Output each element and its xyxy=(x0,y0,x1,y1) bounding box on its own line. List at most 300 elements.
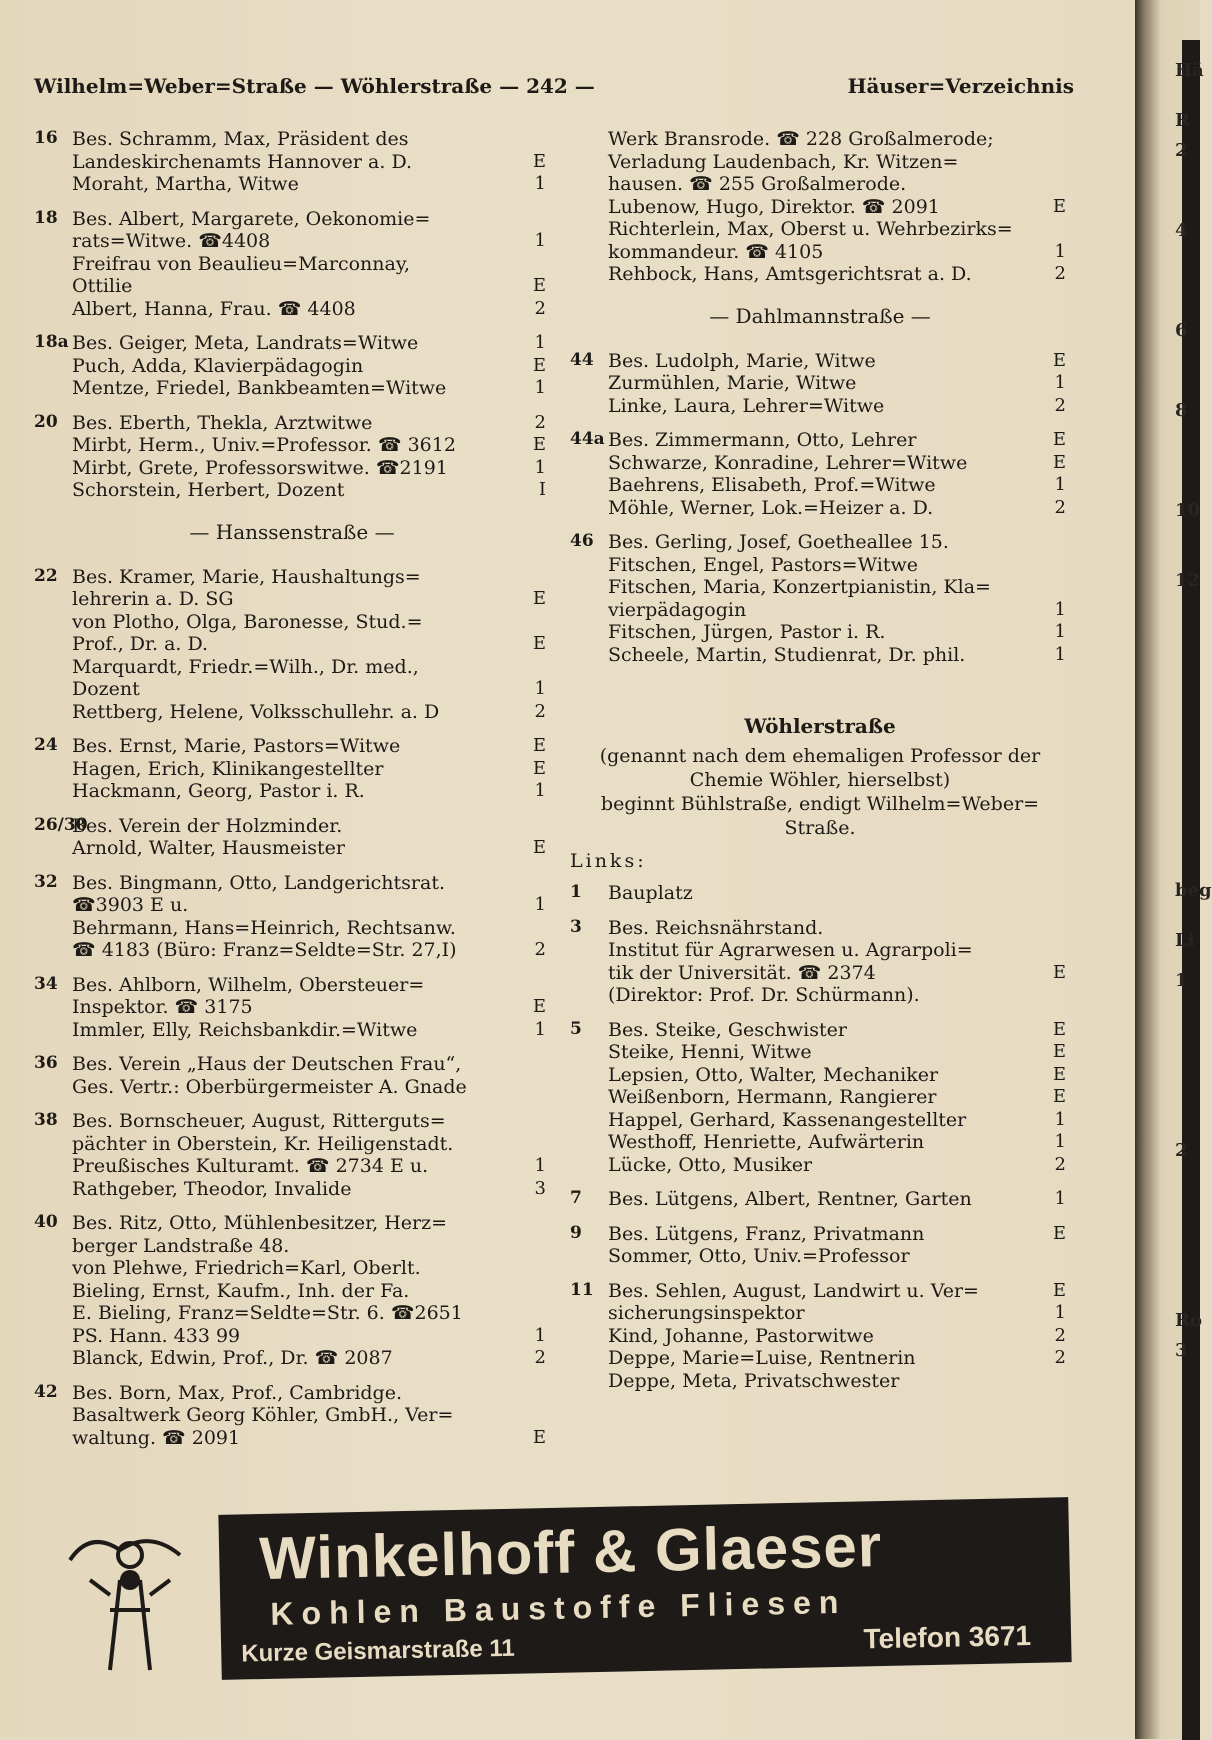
resident-text: Immler, Elly, Reichsbankdir.=Witwe xyxy=(72,1018,418,1041)
resident-text: Bes. Lütgens, Franz, Privatmann xyxy=(608,1222,925,1245)
floor-mark: 2 xyxy=(1054,394,1066,416)
floor-mark: E xyxy=(532,354,546,376)
resident-line xyxy=(34,151,550,174)
resident-text: lehrerin a. D. SG xyxy=(72,588,234,610)
floor-mark: 1 xyxy=(1054,474,1066,495)
house-entry xyxy=(570,350,1070,418)
floor-mark: E xyxy=(1052,961,1066,983)
floor-mark: E xyxy=(532,837,546,858)
resident-text: Bes. Gerling, Josef, Goetheallee 15. xyxy=(608,531,949,553)
floor-mark: 2 xyxy=(534,939,546,960)
house-number: 3 xyxy=(570,916,582,937)
ad-address: Kurze Geismarstraße 11 xyxy=(240,1634,515,1668)
resident-line xyxy=(570,1325,1070,1348)
resident-text: Puch, Adda, Klavierpädagogin xyxy=(72,354,364,377)
header-left: Wilhelm=Weber=Straße — Wöhlerstraße — 242 — xyxy=(34,74,595,98)
house-entry xyxy=(34,815,550,860)
floor-mark: E xyxy=(1052,349,1066,371)
resident-line xyxy=(34,656,550,679)
resident-line xyxy=(34,173,550,196)
floor-mark: 1 xyxy=(1054,240,1066,262)
street-title-woehlerstrasse: Wöhlerstraße xyxy=(744,714,896,738)
resident-line xyxy=(570,939,1070,962)
resident-line xyxy=(34,1212,550,1235)
floor-mark: E xyxy=(1052,1041,1066,1062)
resident-text: Fitschen, Jürgen, Pastor i. R. xyxy=(608,621,886,643)
resident-line xyxy=(34,1235,550,1258)
house-entry xyxy=(570,1188,1070,1211)
advertisement-banner xyxy=(218,1497,1071,1680)
resident-text: Linke, Laura, Lehrer=Witwe xyxy=(608,394,885,417)
intro-line: Straße. xyxy=(784,817,856,839)
resident-text: Bes. Ahlborn, Wilhelm, Obersteuer= xyxy=(72,973,425,996)
intro-line: beginnt Bühlstraße, endigt Wilhelm=Weber= xyxy=(600,793,1040,815)
house-entry xyxy=(34,872,550,962)
house-entry xyxy=(34,208,550,321)
ad-company-name: Winkelhoff & Glaeser xyxy=(258,1512,883,1593)
resident-text: Lücke, Otto, Musiker xyxy=(608,1153,813,1176)
resident-text: Werk Bransrode. ☎ 228 Großalmerode; xyxy=(608,128,994,150)
resident-line xyxy=(34,412,550,435)
resident-line xyxy=(570,241,1070,264)
resident-line xyxy=(34,1257,550,1280)
resident-text: Bes. Verein der Holzminder. xyxy=(72,814,343,837)
house-number: 44a xyxy=(570,429,605,449)
house-number: 1 xyxy=(570,882,582,902)
floor-mark: 2 xyxy=(534,700,546,722)
house-entry xyxy=(570,531,1070,666)
resident-text: Prof., Dr. a. D. xyxy=(72,633,209,655)
floor-mark: 1 xyxy=(534,456,546,478)
house-entry xyxy=(570,1223,1070,1268)
house-number: 24 xyxy=(34,735,58,755)
street-intro xyxy=(570,744,1070,840)
floor-mark: E xyxy=(532,1426,546,1448)
house-number: 20 xyxy=(34,411,58,432)
resident-line xyxy=(570,263,1070,286)
resident-line xyxy=(570,196,1070,219)
resident-text: Blanck, Edwin, Prof., Dr. ☎ 2087 xyxy=(72,1347,393,1369)
floor-mark: E xyxy=(1052,451,1066,473)
resident-text: Arnold, Walter, Hausmeister xyxy=(72,837,345,859)
resident-line xyxy=(570,882,1070,905)
resident-line xyxy=(34,377,550,400)
page-header xyxy=(34,74,1074,104)
resident-line xyxy=(34,894,550,917)
resident-text: Basaltwerk Georg Köhler, GmbH., Ver= xyxy=(72,1404,454,1426)
house-number: 9 xyxy=(570,1222,582,1243)
resident-line xyxy=(570,429,1070,452)
resident-line xyxy=(570,962,1070,985)
floor-mark: 1 xyxy=(534,230,546,251)
intro-line: Chemie Wöhler, hierselbst) xyxy=(689,769,951,791)
resident-line xyxy=(34,1110,550,1133)
adjacent-page-fragment: 3 xyxy=(1175,1340,1188,1361)
floor-mark: E xyxy=(1052,1222,1066,1244)
adjacent-page-fragment: Hä xyxy=(1175,60,1204,81)
floor-mark: 1 xyxy=(534,678,546,699)
resident-text: Fitschen, Maria, Konzertpianistin, Kla= xyxy=(608,576,991,598)
resident-line xyxy=(570,1223,1070,1246)
resident-line xyxy=(34,678,550,701)
resident-text: Bes. Ludolph, Marie, Witwe xyxy=(608,349,876,372)
resident-line xyxy=(570,554,1070,577)
resident-line xyxy=(34,939,550,962)
resident-line xyxy=(570,218,1070,241)
resident-line xyxy=(570,1064,1070,1087)
resident-line xyxy=(570,395,1070,418)
house-entry xyxy=(34,566,550,724)
house-number: 36 xyxy=(34,1053,58,1073)
house-number: 40 xyxy=(34,1212,58,1232)
resident-line xyxy=(34,996,550,1019)
resident-line xyxy=(34,1053,550,1076)
resident-line xyxy=(570,1109,1070,1132)
floor-mark: 1 xyxy=(534,1155,546,1176)
house-entry xyxy=(34,412,550,502)
left-column xyxy=(34,128,550,1461)
floor-mark: E xyxy=(532,434,546,455)
adjacent-page-fragment: 6 xyxy=(1175,320,1188,341)
house-entry xyxy=(34,1053,550,1098)
resident-line xyxy=(34,701,550,724)
floor-mark: 2 xyxy=(1054,1347,1066,1368)
resident-text: Happel, Gerhard, Kassenangestellter xyxy=(608,1108,967,1131)
floor-mark: 2 xyxy=(534,411,546,433)
resident-text: Schorstein, Herbert, Dozent xyxy=(72,479,345,501)
resident-text: Deppe, Marie=Luise, Rentnerin xyxy=(608,1347,916,1369)
resident-text: Deppe, Meta, Privatschwester xyxy=(608,1369,900,1392)
resident-text: sicherungsinspektor xyxy=(608,1302,805,1324)
resident-text: Fitschen, Engel, Pastors=Witwe xyxy=(608,553,919,576)
resident-text: kommandeur. ☎ 4105 xyxy=(608,240,824,263)
resident-line xyxy=(570,128,1070,151)
resident-line xyxy=(34,1019,550,1042)
chimney-sweep-logo xyxy=(50,1520,210,1680)
floor-mark: 2 xyxy=(534,297,546,319)
resident-text: Hagen, Erich, Klinikangestellter xyxy=(72,757,384,780)
resident-line xyxy=(570,151,1070,174)
resident-line xyxy=(34,128,550,151)
house-number: 18 xyxy=(34,207,58,228)
resident-line xyxy=(570,497,1070,520)
resident-text: von Plotho, Olga, Baronesse, Stud.= xyxy=(72,610,423,633)
resident-line xyxy=(34,434,550,457)
resident-line xyxy=(34,588,550,611)
resident-text: Lepsien, Otto, Walter, Mechaniker xyxy=(608,1063,939,1086)
resident-line xyxy=(34,611,550,634)
resident-line xyxy=(570,644,1070,667)
house-entry xyxy=(34,974,550,1042)
resident-text: (Direktor: Prof. Dr. Schürmann). xyxy=(608,984,920,1006)
resident-line xyxy=(34,208,550,231)
resident-line xyxy=(34,230,550,253)
resident-line xyxy=(34,479,550,502)
resident-text: Landeskirchenamts Hannover a. D. xyxy=(72,150,413,173)
floor-mark: E xyxy=(532,996,546,1017)
house-number: 34 xyxy=(34,973,58,994)
adjacent-page-fragment: 1 xyxy=(1175,970,1188,991)
house-number: 16 xyxy=(34,128,58,148)
header-right: Häuser=Verzeichnis xyxy=(847,74,1074,98)
house-entry xyxy=(570,882,1070,905)
house-entry xyxy=(570,1019,1070,1177)
resident-line xyxy=(34,1178,550,1201)
resident-line xyxy=(34,1404,550,1427)
resident-text: Ottilie xyxy=(72,275,133,297)
resident-line xyxy=(570,1245,1070,1268)
resident-text: Mirbt, Herm., Univ.=Professor. ☎ 3612 xyxy=(72,434,456,456)
resident-text: vierpädagogin xyxy=(608,598,747,621)
house-entry xyxy=(570,917,1070,1007)
resident-text: Hackmann, Georg, Pastor i. R. xyxy=(72,780,365,802)
house-number: 46 xyxy=(570,531,594,551)
adjacent-page-fragment: 2 xyxy=(1175,140,1188,161)
resident-line xyxy=(570,173,1070,196)
resident-text: Bauplatz xyxy=(608,882,693,904)
house-number: 11 xyxy=(570,1279,594,1300)
floor-mark: 1 xyxy=(1054,1188,1066,1209)
adjacent-page-fragment: R xyxy=(1175,110,1190,131)
resident-line xyxy=(34,1347,550,1370)
resident-line xyxy=(570,621,1070,644)
resident-text: Mirbt, Grete, Professorswitwe. ☎2191 xyxy=(72,456,448,479)
floor-mark: 1 xyxy=(1054,643,1066,665)
resident-text: Moraht, Martha, Witwe xyxy=(72,173,299,195)
resident-line xyxy=(570,1019,1070,1042)
resident-text: pächter in Oberstein, Kr. Heiligenstadt. xyxy=(72,1132,454,1155)
house-number: 44 xyxy=(570,349,594,370)
resident-text: Scheele, Martin, Studienrat, Dr. phil. xyxy=(608,643,966,666)
resident-text: hausen. ☎ 255 Großalmerode. xyxy=(608,173,907,195)
floor-mark: 2 xyxy=(534,1347,546,1368)
resident-line xyxy=(34,837,550,860)
resident-line xyxy=(34,298,550,321)
resident-text: Bes. Steike, Geschwister xyxy=(608,1018,847,1041)
house-number: 38 xyxy=(34,1110,58,1130)
resident-line xyxy=(34,1302,550,1325)
floor-mark: 1 xyxy=(1054,372,1066,393)
resident-line xyxy=(34,1325,550,1348)
resident-text: Zurmühlen, Marie, Witwe xyxy=(608,372,857,394)
resident-line xyxy=(570,372,1070,395)
floor-mark: E xyxy=(1052,195,1066,217)
house-entry xyxy=(34,128,550,196)
floor-mark: 1 xyxy=(1054,621,1066,642)
resident-text: Bes. Geiger, Meta, Landrats=Witwe xyxy=(72,332,419,354)
resident-text: Freifrau von Beaulieu=Marconnay, xyxy=(72,252,411,275)
floor-mark: 2 xyxy=(1054,263,1066,284)
resident-text: Bieling, Ernst, Kaufm., Inh. der Fa. xyxy=(72,1279,410,1302)
house-number: 42 xyxy=(34,1381,58,1402)
resident-line xyxy=(34,1133,550,1156)
floor-mark: 1 xyxy=(1054,1131,1066,1152)
house-entry xyxy=(34,1382,550,1450)
resident-line xyxy=(570,1280,1070,1303)
resident-line xyxy=(34,457,550,480)
resident-line xyxy=(570,576,1070,599)
resident-text: Rettberg, Helene, Volksschullehr. a. D xyxy=(72,700,440,723)
cross-street-heading: — Dahlmannstraße — xyxy=(709,303,931,328)
resident-text: Bes. Sehlen, August, Landwirt u. Ver= xyxy=(608,1279,979,1302)
resident-line xyxy=(34,780,550,803)
resident-text: Ges. Vertr.: Oberbürgermeister A. Gnade xyxy=(72,1075,467,1098)
resident-line xyxy=(34,917,550,940)
adjacent-page-fragment: 12 xyxy=(1175,570,1201,591)
resident-line xyxy=(34,1155,550,1178)
floor-mark: 1 xyxy=(534,1324,546,1346)
resident-text: Mentze, Friedel, Bankbeamten=Witwe xyxy=(72,377,447,399)
resident-text: rats=Witwe. ☎4408 xyxy=(72,230,271,252)
resident-text: Albert, Hanna, Frau. ☎ 4408 xyxy=(72,297,356,320)
adjacent-page-fragment: Ro xyxy=(1175,1310,1202,1331)
resident-line xyxy=(34,332,550,355)
house-entry xyxy=(34,735,550,803)
resident-line xyxy=(34,355,550,378)
resident-text: Lubenow, Hugo, Direktor. ☎ 2091 xyxy=(608,195,940,218)
house-entry xyxy=(570,429,1070,519)
resident-line xyxy=(34,566,550,589)
resident-line xyxy=(34,758,550,781)
resident-text: tik der Universität. ☎ 2374 xyxy=(608,961,876,984)
floor-mark: E xyxy=(1052,1086,1066,1107)
resident-text: Sommer, Otto, Univ.=Professor xyxy=(608,1245,910,1267)
resident-text: von Plehwe, Friedrich=Karl, Oberlt. xyxy=(72,1257,421,1279)
resident-text: PS. Hann. 433 99 xyxy=(72,1324,241,1347)
adjacent-page-fragment: 10 xyxy=(1175,500,1201,521)
resident-text: Westhoff, Henriette, Aufwärterin xyxy=(608,1131,925,1153)
resident-line xyxy=(570,917,1070,940)
resident-line xyxy=(570,599,1070,622)
resident-line xyxy=(570,1302,1070,1325)
floor-mark: E xyxy=(532,150,546,172)
resident-text: Dozent xyxy=(72,678,140,700)
floor-mark: E xyxy=(1052,1018,1066,1040)
resident-text: Richterlein, Max, Oberst u. Wehrbezirks= xyxy=(608,218,1013,240)
resident-text: Weißenborn, Hermann, Rangierer xyxy=(608,1086,937,1108)
floor-mark: 3 xyxy=(534,1177,546,1199)
resident-text: Kind, Johanne, Pastorwitwe xyxy=(608,1324,874,1347)
house-number: 7 xyxy=(570,1188,582,1208)
resident-line xyxy=(570,1347,1070,1370)
resident-text: ☎3903 E u. xyxy=(72,894,189,916)
floor-mark: 1 xyxy=(534,1018,546,1040)
floor-mark: E xyxy=(1052,429,1066,450)
resident-text: Rathgeber, Theodor, Invalide xyxy=(72,1177,352,1200)
resident-text: Bes. Born, Max, Prof., Cambridge. xyxy=(72,1381,403,1404)
floor-mark: E xyxy=(532,757,546,779)
floor-mark: E xyxy=(532,633,546,654)
resident-text: Preußisches Kulturamt. ☎ 2734 E u. xyxy=(72,1155,429,1177)
adjacent-page-fragment: 8 xyxy=(1175,400,1188,421)
links-label: Links: xyxy=(570,850,647,872)
resident-line xyxy=(34,1427,550,1450)
ad-phone: Telefon 3671 xyxy=(863,1619,1032,1655)
adjacent-page-fragment: 2 xyxy=(1175,1140,1188,1161)
resident-text: Steike, Henni, Witwe xyxy=(608,1041,812,1063)
resident-line xyxy=(34,1280,550,1303)
intro-line: (genannt nach dem ehemaligen Professor der xyxy=(599,745,1041,767)
house-entry xyxy=(34,1212,550,1370)
resident-text: Bes. Bingmann, Otto, Landgerichtsrat. xyxy=(72,871,445,894)
resident-text: Rehbock, Hans, Amtsgerichtsrat a. D. xyxy=(608,263,972,285)
resident-line xyxy=(34,1382,550,1405)
resident-text: Bes. Ritz, Otto, Mühlenbesitzer, Herz= xyxy=(72,1212,448,1234)
resident-line xyxy=(570,1154,1070,1177)
resident-text: Behrmann, Hans=Heinrich, Rechtsanw. xyxy=(72,916,456,939)
resident-text: Möhle, Werner, Lok.=Heizer a. D. xyxy=(608,496,934,519)
resident-line xyxy=(34,1076,550,1099)
resident-text: Verladung Laudenbach, Kr. Witzen= xyxy=(608,150,959,173)
floor-mark: 1 xyxy=(1054,1302,1066,1323)
resident-text: Inspektor. ☎ 3175 xyxy=(72,996,253,1018)
resident-line xyxy=(570,452,1070,475)
resident-line xyxy=(570,531,1070,554)
resident-line xyxy=(34,974,550,997)
resident-line xyxy=(34,633,550,656)
adjacent-page-edge xyxy=(1135,0,1212,1739)
resident-line xyxy=(570,1131,1070,1154)
resident-text: Bes. Schramm, Max, Präsident des xyxy=(72,128,409,150)
resident-text: Marquardt, Friedr.=Wilh., Dr. med., xyxy=(72,655,419,678)
house-number: 18a xyxy=(34,332,69,352)
floor-mark: 1 xyxy=(534,173,546,194)
ad-goods: Kohlen Baustoffe Fliesen xyxy=(270,1583,847,1632)
floor-mark: 1 xyxy=(534,377,546,398)
resident-line xyxy=(570,1188,1070,1211)
resident-line xyxy=(570,1041,1070,1064)
resident-text: berger Landstraße 48. xyxy=(72,1234,290,1257)
floor-mark: 2 xyxy=(1054,1324,1066,1346)
house-number: 26/30 xyxy=(34,814,88,835)
floor-mark: E xyxy=(532,588,546,609)
house-entry xyxy=(570,128,1070,286)
resident-text: Baehrens, Elisabeth, Prof.=Witwe xyxy=(608,474,936,496)
resident-text: Bes. Albert, Margarete, Oekonomie= xyxy=(72,207,431,230)
resident-line xyxy=(34,253,550,276)
resident-text: Bes. Lütgens, Albert, Rentner, Garten xyxy=(608,1188,972,1210)
cross-street-heading: — Hanssenstraße — xyxy=(189,519,395,544)
resident-text: Bes. Ernst, Marie, Pastors=Witwe xyxy=(72,735,401,757)
resident-text: ☎ 4183 (Büro: Franz=Seldte=Str. 27,I) xyxy=(72,939,457,961)
house-entry xyxy=(34,332,550,400)
house-entry xyxy=(34,1110,550,1200)
resident-text: Bes. Kramer, Marie, Haushaltungs= xyxy=(72,565,421,588)
floor-mark: E xyxy=(1052,1279,1066,1301)
house-number: 22 xyxy=(34,565,58,586)
resident-line xyxy=(34,275,550,298)
resident-text: Institut für Agrarwesen u. Agrarpoli= xyxy=(608,939,973,961)
adjacent-page-fragment: beg xyxy=(1175,880,1212,901)
floor-mark: I xyxy=(538,479,546,500)
resident-text: Schwarze, Konradine, Lehrer=Witwe xyxy=(608,451,968,474)
floor-mark: 1 xyxy=(534,332,546,353)
floor-mark: E xyxy=(532,735,546,756)
floor-mark: E xyxy=(1052,1063,1066,1085)
resident-text: Bes. Verein „Haus der Deutschen Frau“, xyxy=(72,1053,462,1075)
resident-line xyxy=(34,815,550,838)
resident-text: Bes. Zimmermann, Otto, Lehrer xyxy=(608,429,917,451)
resident-text: Bes. Reichsnährstand. xyxy=(608,916,824,939)
resident-text: E. Bieling, Franz=Seldte=Str. 6. ☎2651 xyxy=(72,1302,463,1324)
resident-line xyxy=(570,474,1070,497)
floor-mark: 1 xyxy=(534,780,546,801)
floor-mark: 2 xyxy=(1054,496,1066,518)
resident-line xyxy=(34,872,550,895)
floor-mark: 1 xyxy=(1054,1108,1066,1130)
adjacent-page-fragment: Li xyxy=(1175,930,1195,951)
adjacent-page-fragment: 4 xyxy=(1175,220,1188,241)
